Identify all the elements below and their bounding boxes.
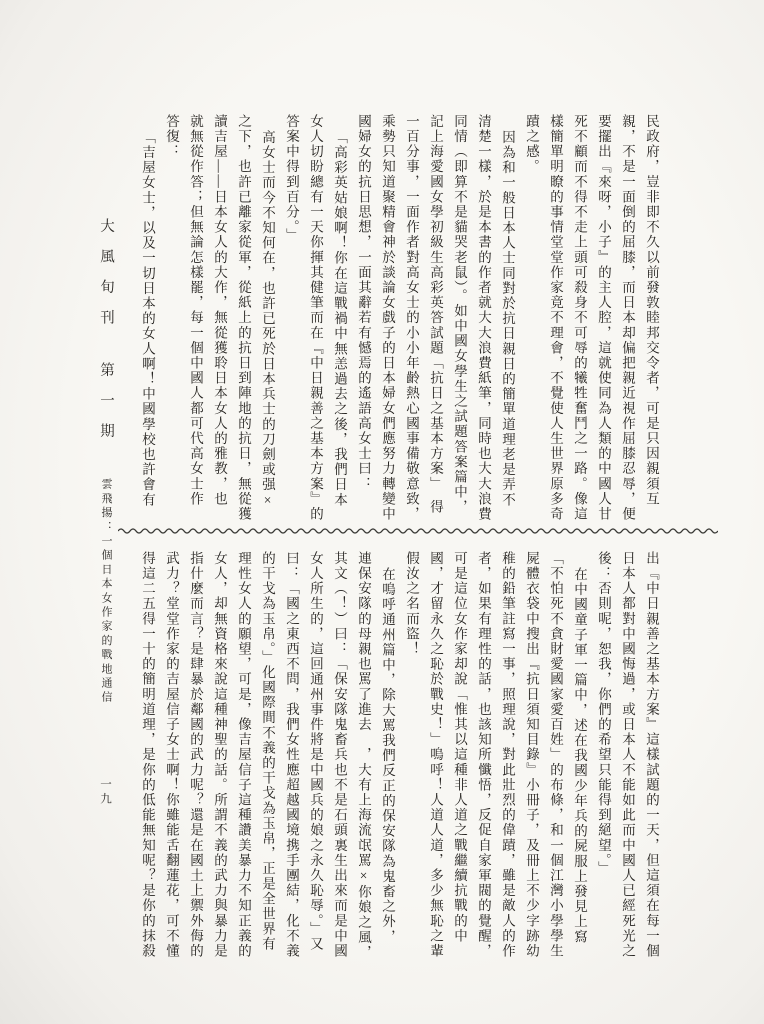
text-column: 其文（！）曰：「保安隊鬼畜兵也不是石頭裏生出來而是中國 bbox=[332, 551, 347, 959]
text-column: 讀吉屋——日本女人的大作，無從獲聆日本女人的雅教，也 bbox=[212, 114, 227, 507]
text-column: 清楚一樣，於是本書的作者就大大浪費紙筆，同時也大大浪費 bbox=[476, 114, 491, 522]
text-column: 在中國童子軍一篇中，述在我國少年兵的屍服上發見上寫 bbox=[572, 567, 587, 945]
text-column: 出『中日親善之基本方案』這樣試題的一天，但這須在每一個 bbox=[644, 551, 659, 959]
text-column: 同情（即算不是貓哭老鼠）。如中國女學生之試題答案篇中， bbox=[452, 114, 467, 515]
text-column: 指什麼而言？是肆暴於鄰國的武力呢？還是在國土上禦外侮的 bbox=[188, 551, 203, 959]
text-column: 者，如果有理性的話，也該知所懺悟，反促自家軍閥的覺醒， bbox=[476, 551, 491, 959]
text-column: 女人切盼總有一天你揮其健筆而在『中日親善之基本方案』的 bbox=[308, 114, 323, 522]
text-column: 一百分事，一面作者對高女士的小小年齡熱心國事備敬意致， bbox=[404, 114, 419, 522]
text-column: 樣簡單明瞭的事情堂堂作家竟不理會，不覺使人生世界原多奇 bbox=[548, 114, 563, 522]
text-column: 稚的鉛筆註寫一事，照理說，對此壯烈的偉蹟，雖是敵人的作 bbox=[500, 551, 515, 959]
text-column: 蹟之感。 bbox=[524, 114, 539, 175]
text-column: 國，才留永久之恥於戰史！」嗚呼！人道人道，多少無恥之輩 bbox=[428, 551, 443, 959]
text-column: 「高彩英姑娘啊！你在這戰禍中無恙過去之後，我們日本 bbox=[332, 130, 347, 508]
text-column: 女人所生的，這回通州事件將是中國兵的娘之永久恥辱。」又 bbox=[308, 551, 323, 952]
text-column: 「吉屋女士，以及一切日本的女人啊！中國學校也許會有 bbox=[140, 130, 155, 508]
text-column: 屍體衣袋中搜出『抗日須知目錄』小冊子，及冊上不少字跡幼 bbox=[524, 551, 539, 959]
text-column: 就無從作答；但無論怎樣罷，每一個中國人都可代高女士作 bbox=[188, 114, 203, 507]
text-column: 乘勢只知道聚精會神於談論女戲子的日本婦女們應努力轉變中 bbox=[380, 114, 395, 522]
article-byline: 雲飛揚：一個日本女作家的戰地通信 bbox=[100, 477, 112, 705]
text-column: 記上海愛國女學初級生高彩英答試題「抗日之基本方案」 得 bbox=[428, 114, 443, 515]
wavy-divider bbox=[118, 526, 718, 535]
text-column: 日本人都對中國悔過，或日本人不能如此而中國人已經死光之 bbox=[620, 551, 635, 959]
text-column: 的干戈為玉帛。」化國際間不義的干戈為玉帛，正是全世界有 bbox=[260, 551, 275, 952]
text-column: 親，不是一面倒的屈膝，而日本却偏把親近視作屈膝忍辱，便 bbox=[620, 114, 635, 522]
text-column: 女人，却無資格來說這種神聖的話。所謂不義的武力與暴力是 bbox=[212, 551, 227, 959]
text-column: 曰：「國之東西不問，我們女性應超越國境携手團結，化不義 bbox=[284, 551, 299, 959]
text-column: 要擺出『來呀，小子』的主人腔，這就使同為人類的中國人甘 bbox=[596, 114, 611, 522]
text-column: 高女士而今不知何在，也許已死於日本兵士的刀劍或强× bbox=[260, 130, 275, 509]
text-column: 因為和一般日本人士同對於抗日親日的簡單道理老是弄不 bbox=[500, 130, 515, 508]
text-column: 答復： bbox=[164, 114, 179, 160]
text-column: 「不怕死不貪財愛國家愛百姓」的布條，和一個江灣小學學生 bbox=[548, 551, 563, 959]
text-column: 假汝之名而盜！ bbox=[404, 551, 419, 657]
text-column: 答案中得到百分。」 bbox=[284, 114, 299, 244]
text-column: 連保安隊的母親也罵了進去 ，大有上海流氓罵×你娘之風， bbox=[356, 551, 371, 961]
text-column: 可是這位女作家却說「惟其以這種非人道之戰繼續抗戰的中 bbox=[452, 551, 467, 944]
page-number: 一九 bbox=[99, 778, 111, 807]
text-column: 死不顧而不得不走上頭可殺身不可辱的犧牲奮鬥之一路。像這 bbox=[572, 114, 587, 522]
issue-number: 第一期 bbox=[98, 362, 114, 454]
running-head bbox=[92, 218, 114, 705]
text-column: 得這二五得一十的簡明道理，是你的低能無知呢？是你的抹殺 bbox=[140, 551, 155, 959]
text-column: 之下，也許已離家從軍，從紙上的抗日到陣地的抗日，無從獲 bbox=[236, 114, 251, 522]
top-text-block bbox=[130, 114, 658, 526]
bottom-text-block bbox=[130, 551, 658, 987]
text-column: 武力？堂堂作家的吉屋信子女士啊！你雖能舌翻蓮花，可不懂 bbox=[164, 551, 179, 959]
text-column: 理性女人的願望，可是，像吉屋信子這種讚美暴力不知正義的 bbox=[236, 551, 251, 959]
text-column: 後：否則呢，恕我，你們的希望只能得到絕望。」 bbox=[596, 551, 611, 877]
journal-title: 大風旬刊 bbox=[98, 218, 114, 340]
text-column: 民政府，豈非即不久以前發敦睦邦交令者，可是只因親須互 bbox=[644, 114, 659, 507]
text-column: 在嗚呼通州篇中，除大罵我們反正的保安隊為鬼畜之外， bbox=[380, 567, 395, 945]
text-column: 國婦女的抗日思想，一面其辭若有憾焉的遙語高女士曰： bbox=[356, 114, 371, 492]
